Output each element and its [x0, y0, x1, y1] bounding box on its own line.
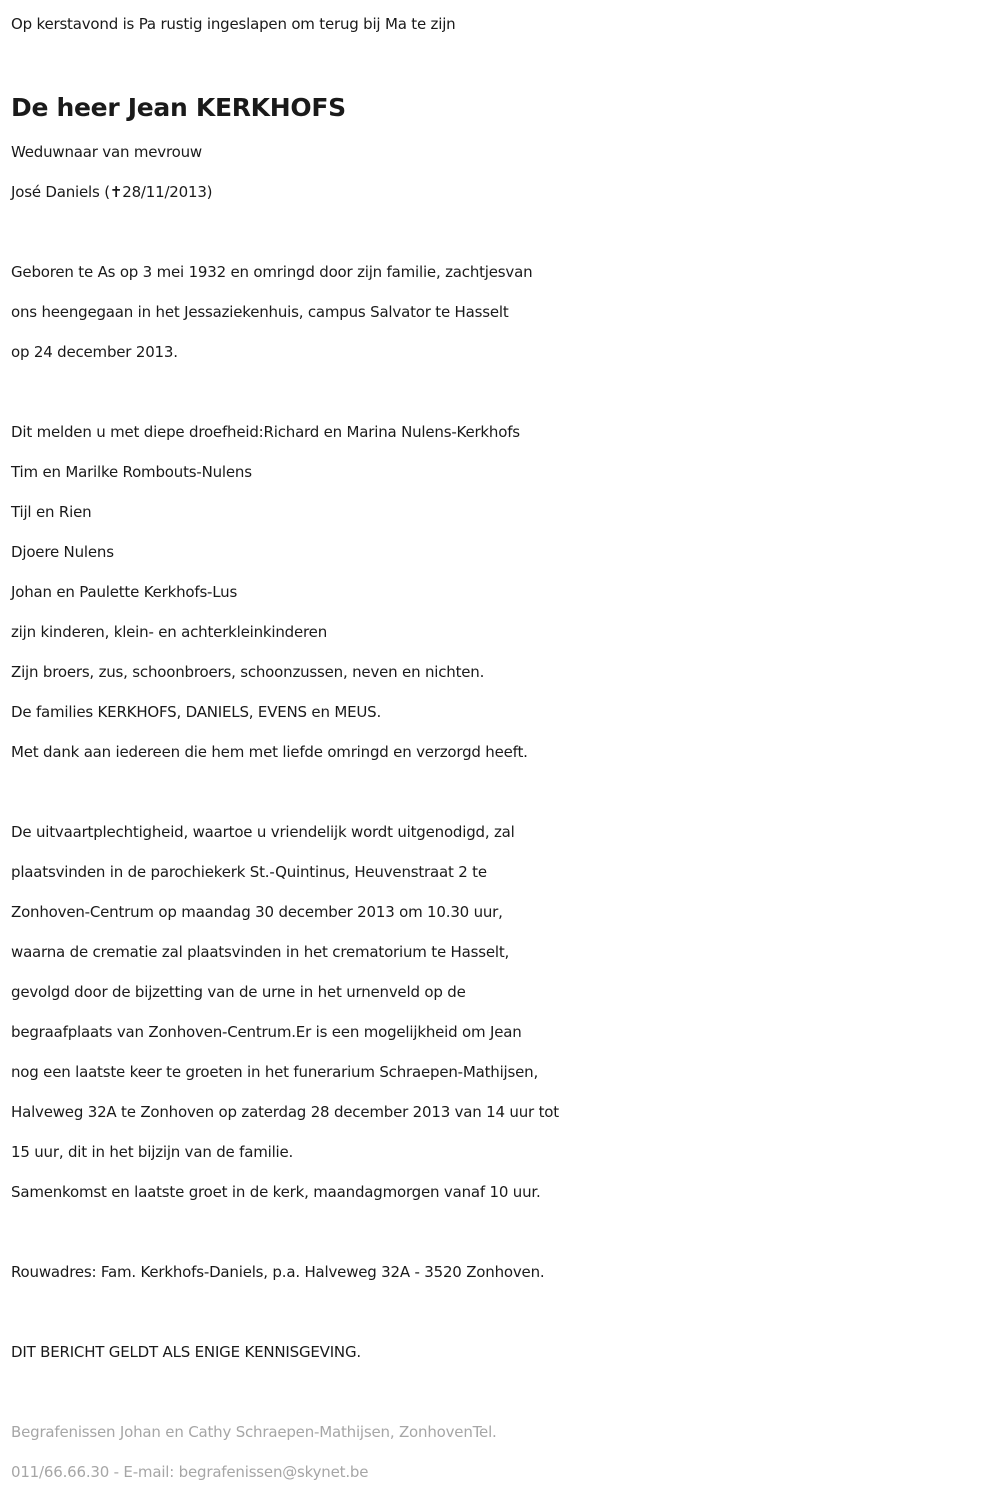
paragraph-line: De uitvaartplechtigheid, waartoe u vriendelijk wordt uitgenodigd, zal	[11, 823, 515, 841]
paragraph-line: Samenkomst en laatste groet in de kerk, maandagmorgen vanaf 10 uur.	[11, 1183, 541, 1201]
paragraph-line: plaatsvinden in de parochiekerk St.-Quintinus, Heuvenstraat 2 te	[11, 863, 487, 881]
footer-line: 011/66.66.30 - E-mail: begrafenissen@skynet.be	[11, 1463, 369, 1481]
footer-line: Begrafenissen Johan en Cathy Schraepen-Mathijsen, ZonhovenTel.	[11, 1423, 497, 1441]
intro-line: Op kerstavond is Pa rustig ingeslapen om terug bij Ma te zijn	[11, 15, 456, 33]
paragraph-line: waarna de crematie zal plaatsvinden in het crematorium te Hasselt,	[11, 943, 510, 961]
spacer	[11, 212, 996, 252]
ceremony-paragraph	[11, 812, 996, 1212]
spouse-name-line: José Daniels (✝28/11/2013)	[11, 183, 213, 201]
paragraph-line: Tijl en Rien	[11, 503, 92, 521]
paragraph-line: Tim en Marilke Rombouts-Nulens	[11, 463, 252, 481]
mourning-address: Rouwadres: Fam. Kerkhofs-Daniels, p.a. Halveweg 32A - 3520 Zonhoven.	[11, 1263, 545, 1281]
obituary-notice	[11, 0, 996, 1492]
paragraph-line: Johan en Paulette Kerkhofs-Lus	[11, 583, 238, 601]
spouse-line: Weduwnaar van mevrouw	[11, 143, 202, 161]
spacer	[11, 772, 996, 812]
paragraph-line: Djoere Nulens	[11, 543, 114, 561]
spacer	[11, 372, 996, 412]
announcement-paragraph	[11, 412, 996, 772]
deceased-name: De heer Jean KERKHOFS	[11, 93, 346, 122]
paragraph-line: gevolgd door de bijzetting van de urne in het urnenveld op de	[11, 983, 466, 1001]
paragraph-line: Met dank aan iedereen die hem met liefde omringd en verzorgd heeft.	[11, 743, 528, 761]
paragraph-line: zijn kinderen, klein- en achterkleinkinderen	[11, 623, 328, 641]
paragraph-line: Zijn broers, zus, schoonbroers, schoonzussen, neven en nichten.	[11, 663, 485, 681]
birth-paragraph	[11, 252, 996, 372]
spacer	[11, 1292, 996, 1332]
paragraph-line: 15 uur, dit in het bijzijn van de familie.	[11, 1143, 294, 1161]
paragraph-line: Geboren te As op 3 mei 1932 en omringd door zijn familie, zachtjesvan	[11, 263, 533, 281]
paragraph-line: ons heengegaan in het Jessaziekenhuis, campus Salvator te Hasselt	[11, 303, 509, 321]
spacer	[11, 1212, 996, 1252]
paragraph-line: Zonhoven-Centrum op maandag 30 december 2013 om 10.30 uur,	[11, 903, 503, 921]
paragraph-line: Halveweg 32A te Zonhoven op zaterdag 28 december 2013 van 14 uur tot	[11, 1103, 559, 1121]
paragraph-line: nog een laatste keer te groeten in het funerarium Schraepen-Mathijsen,	[11, 1063, 539, 1081]
paragraph-line: op 24 december 2013.	[11, 343, 178, 361]
paragraph-line: De families KERKHOFS, DANIELS, EVENS en MEUS.	[11, 703, 382, 721]
paragraph-line: Dit melden u met diepe droefheid:Richard en Marina Nulens-Kerkhofs	[11, 423, 520, 441]
spacer	[11, 1372, 996, 1412]
paragraph-line: begraafplaats van Zonhoven-Centrum.Er is een mogelijkheid om Jean	[11, 1023, 522, 1041]
notice-line: DIT BERICHT GELDT ALS ENIGE KENNISGEVING.	[11, 1343, 361, 1361]
funeral-home-footer	[11, 1412, 996, 1492]
